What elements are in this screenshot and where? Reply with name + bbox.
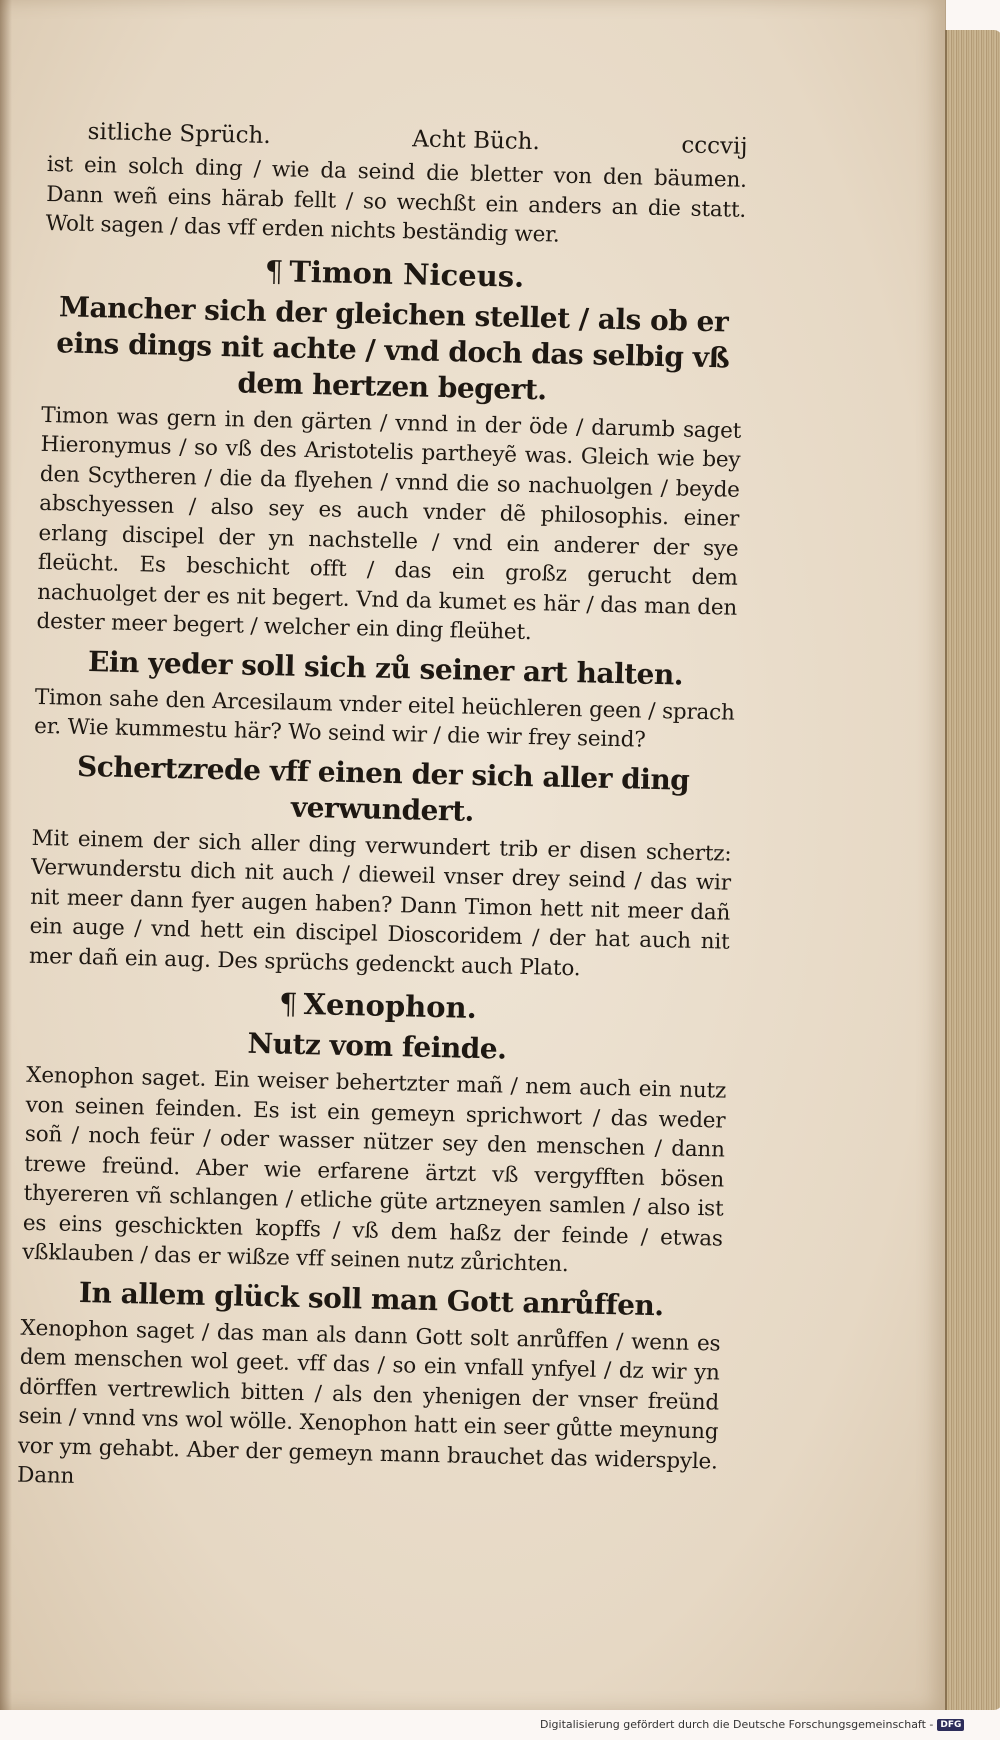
- xenophon-paragraph-2: Xenophon saget / das man als dann Gott solt anrůffen / wenn es dem menschen wol geet. vff das / so ein vnfall ynfyel / dz wir yn dörffen vertrewlich bitten / als den yhenigen der vnser freünd sein / vnnd vns wol wölle. Xenophon hatt ein seer gůtte meynung vor ym gehabt. Aber der gemeyn mann brauchet das widerspyle. Dann: [16, 1315, 721, 1489]
- xenophon-heading-2: In allem glück soll man Gott anrůffen.: [78, 1275, 664, 1322]
- pilcrow-icon: ¶: [264, 253, 284, 288]
- timon-heading-1: Mancher sich der gleichen stellet / als ob er eins dings nit achte / vnd doch das selbig vß dem hertzen begert.: [55, 289, 730, 406]
- intro-paragraph: ist ein solch ding / wie da seind die bletter von den bäumen. Dann weñ eins härab fellt / so wechßt ein anders an die statt. Wolt sagen / das vff erden nichts beständig wer.: [45, 151, 748, 248]
- header-left: sitliche Sprüch.: [87, 118, 271, 150]
- timon-heading-3: Schertzrede vff einen der sich aller ding verwundert.: [76, 749, 690, 828]
- spine-shadow: [0, 0, 12, 1710]
- xenophon-paragraph-1: Xenophon saget. Ein weiser behertzter mañ / nem auch ein nutz von seinen feinden. Es ist ein gemeyn sprichwort / das weder soñ / noch feür / oder wasser nützer sey den menschen / dann trewe freünd. Aber wie erfarene ärtzt vß vergyfften bösen thyereren vñ schlangen / etliche güte artzneyen samlen / also ist es eins geschickten kopffs / vß dem haßz der feinde / etwas vßklauben / das er wißze vff seinen nutz zůrichten.: [21, 1062, 727, 1278]
- header-folio: cccvij: [681, 132, 748, 160]
- timon-title-text: Timon Niceus.: [288, 254, 525, 294]
- header-center: Acht Büch.: [411, 126, 541, 156]
- timon-heading-2: Ein yeder soll sich zů seiner art halten.: [87, 644, 684, 692]
- pilcrow-icon: ¶: [278, 986, 298, 1021]
- footer-text: Digitalisierung gefördert durch die Deutsche Forschungsgemeinschaft -: [540, 1718, 934, 1731]
- digitization-footer: [540, 1718, 964, 1731]
- book-fore-edge: [945, 30, 1000, 1710]
- timon-paragraph-1: Timon was gern in den gärten / vnnd in der öde / darumb saget Hieronymus / so vß des Aristotelis partheyẽ was. Gleich wie bey den Scytheren / die da flyehen / vnnd die so nachuolgen / beyde abschyessen / also sey es auch vnder dẽ philosophis. einer erlang discipel der yn nachstelle / vnd ein anderer der sye fleücht. Es beschicht offt / das ein großz gerucht dem nachuolget der es nit begert. Vnd da kumet es här / das man den dester meer begert / welcher ein ding fleühet.: [36, 402, 742, 646]
- timon-paragraph-3: Mit einem der sich aller ding verwundert trib er disen schertz: Verwunderstu dich nit auch / dieweil vnser drey seind / das wir nit meer dann fyer augen haben? Dann Timon hett nit meer dañ ein auge / vnd hett ein discipel Dioscoridem / der hat auch nit mer dañ ein aug. Des sprüchs gedenckt auch Plato.: [28, 825, 732, 981]
- xenophon-heading-1: Nutz vom feinde.: [247, 1026, 507, 1066]
- dfg-logo: DFG: [937, 1719, 964, 1731]
- xenophon-title-text: Xenophon.: [303, 987, 478, 1025]
- page-text-block: [17, 118, 748, 1506]
- timon-paragraph-2: Timon sahe den Arcesilaum vnder eitel heüchleren geen / sprach er. Wie kummestu här? Wo seind wir / die wir frey seind?: [33, 684, 735, 753]
